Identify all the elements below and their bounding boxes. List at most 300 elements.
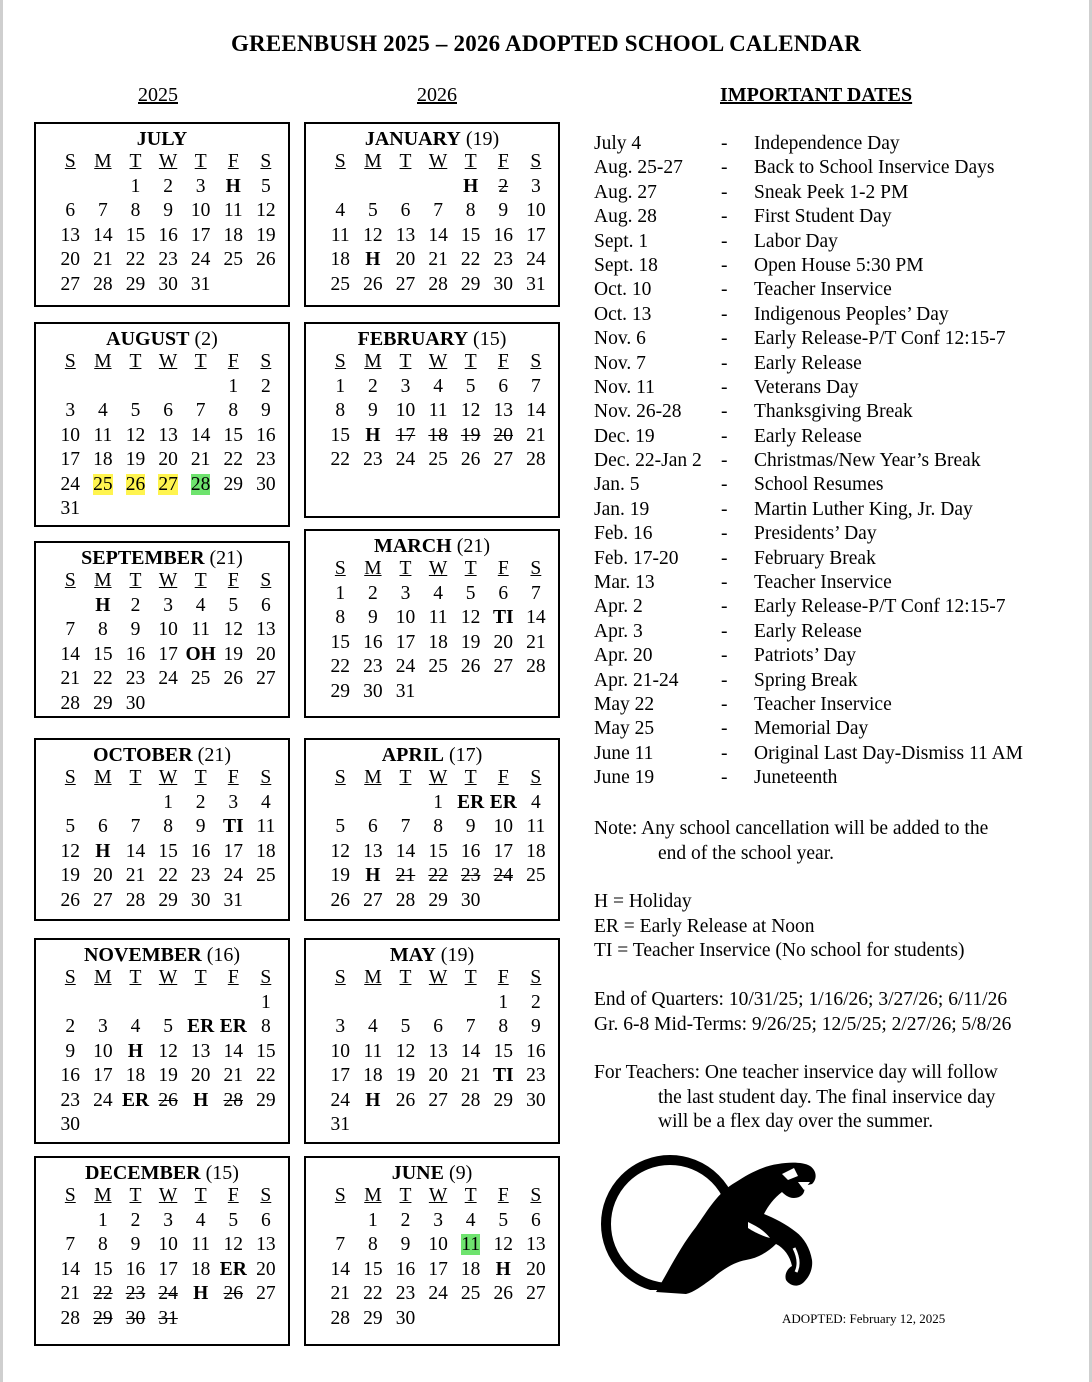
day-value: 20 [526, 1258, 546, 1280]
day-value: 17 [190, 224, 211, 246]
day-cell [357, 1233, 390, 1258]
date-separator: - [721, 693, 728, 715]
day-value: 5 [163, 1016, 173, 1037]
weekday-header: T [399, 967, 412, 988]
day-cell [487, 680, 520, 705]
day-value: 26 [125, 473, 146, 495]
day-value: 20 [256, 1258, 276, 1280]
day-value: 27 [493, 656, 514, 677]
day-cell [520, 631, 553, 656]
week-row [324, 1040, 558, 1065]
day-value: 7 [65, 619, 76, 640]
day-cell [217, 791, 250, 816]
date-separator: - [721, 206, 728, 228]
year-2025-heading: 2025 [138, 84, 178, 106]
day-value: 10 [158, 619, 178, 640]
day-value: 10 [190, 200, 211, 221]
month-name: DECEMBER [85, 1162, 201, 1184]
week-row [54, 643, 288, 668]
month-september [34, 541, 290, 718]
day-cell [184, 497, 217, 522]
weekday-header: M [94, 351, 112, 372]
month-school-day-count: (15) [473, 328, 507, 350]
day-value: H [127, 1040, 144, 1062]
week-row [324, 1307, 558, 1332]
weekday-header: T [399, 151, 412, 172]
month-name: MAY [389, 944, 436, 966]
day-value: 29 [93, 692, 113, 714]
day-cell [487, 840, 520, 865]
weekday-header: W [428, 1185, 448, 1206]
month-name: JULY [136, 128, 188, 150]
day-cell [119, 473, 152, 498]
day-cell [520, 1040, 553, 1065]
day-cell [152, 1258, 185, 1283]
day-value: 3 [335, 1016, 346, 1037]
day-value: 24 [526, 249, 546, 270]
day-value: 29 [493, 1089, 514, 1111]
day-cell [520, 582, 553, 607]
day-cell [389, 1113, 422, 1138]
cancellation-note [594, 817, 988, 866]
day-value: 15 [460, 224, 481, 246]
day-cell [152, 224, 185, 249]
day-value: 5 [498, 1209, 509, 1231]
day-cell [54, 1307, 87, 1332]
day-cell [250, 248, 283, 273]
day-cell [487, 248, 520, 273]
day-value: 4 [195, 1209, 206, 1231]
day-cell [152, 692, 185, 717]
important-event: Early Release [754, 425, 862, 447]
weekday-header: T [464, 558, 477, 579]
day-value: 17 [158, 1258, 178, 1280]
day-value: H [365, 249, 381, 270]
day-cell [389, 248, 422, 273]
day-value: 12 [460, 400, 481, 421]
day-cell [520, 199, 553, 224]
day-value: 29 [256, 1089, 276, 1111]
week-row [54, 1040, 288, 1065]
day-value: 18 [223, 224, 244, 246]
day-cell [152, 791, 185, 816]
day-cell [119, 594, 152, 619]
day-cell [184, 1233, 217, 1258]
day-cell [357, 680, 390, 705]
day-value: 14 [60, 1258, 81, 1280]
day-cell [389, 1015, 422, 1040]
week-row [54, 864, 288, 889]
week-row [324, 248, 558, 273]
day-cell [324, 791, 357, 816]
day-cell [184, 791, 217, 816]
day-cell [389, 889, 422, 914]
day-value: 9 [130, 619, 141, 640]
day-cell [119, 1015, 152, 1040]
day-value: 23 [395, 1283, 416, 1304]
day-value: H [95, 594, 111, 616]
day-value: 12 [363, 224, 383, 246]
day-value: 8 [260, 1016, 271, 1037]
day-value: 16 [395, 1258, 416, 1280]
day-cell [119, 424, 152, 449]
day-value: 17 [395, 631, 416, 653]
weekday-header: M [94, 570, 112, 591]
day-value: 14 [395, 840, 416, 862]
day-cell [152, 864, 185, 889]
month-school-day-count: (21) [209, 547, 243, 569]
day-value: 10 [60, 424, 81, 446]
day-cell [87, 1040, 120, 1065]
weekday-header: S [530, 1185, 542, 1206]
month-title [36, 1162, 288, 1184]
day-value: 16 [460, 840, 481, 862]
weekday-header: W [158, 967, 178, 988]
weekday-header: S [64, 967, 76, 988]
day-cell [487, 1040, 520, 1065]
weekday-header: T [129, 570, 142, 591]
day-value: H [193, 1089, 209, 1111]
day-value: 16 [60, 1065, 81, 1086]
day-cell [217, 1258, 250, 1283]
day-cell [184, 1040, 217, 1065]
day-value: 24 [190, 249, 211, 270]
legend-holiday: H = Holiday [594, 891, 692, 912]
day-cell [250, 199, 283, 224]
day-value: 13 [363, 840, 383, 862]
important-date: Nov. 26-28 [594, 401, 682, 423]
day-value: 12 [125, 424, 146, 446]
day-value: 2 [260, 375, 271, 397]
important-date: Aug. 27 [594, 181, 657, 203]
day-value: 30 [460, 889, 481, 911]
day-cell [389, 1064, 422, 1089]
important-event: Teacher Inservice [754, 693, 892, 715]
day-cell [324, 1064, 357, 1089]
month-title [306, 1162, 558, 1184]
week-row [54, 424, 288, 449]
day-value: 5 [335, 816, 346, 837]
day-cell [152, 399, 185, 424]
day-cell [454, 582, 487, 607]
day-cell [520, 448, 553, 473]
day-cell [87, 889, 120, 914]
day-value: 16 [158, 224, 178, 246]
day-cell [119, 1307, 152, 1332]
day-cell [250, 448, 283, 473]
day-cell [520, 1064, 553, 1089]
week-row [54, 473, 288, 498]
week-row [324, 582, 558, 607]
important-event: Patriots’ Day [754, 645, 856, 667]
day-value: 19 [60, 865, 81, 886]
day-cell [389, 375, 422, 400]
day-value: 24 [158, 1283, 178, 1304]
day-value: 19 [460, 424, 481, 446]
day-value: 11 [191, 1234, 211, 1255]
day-cell [357, 631, 390, 656]
date-separator: - [721, 157, 728, 179]
day-value: 24 [428, 1283, 448, 1304]
weekday-header: W [158, 1185, 178, 1206]
week-row [54, 815, 288, 840]
day-cell [454, 889, 487, 914]
day-cell [119, 791, 152, 816]
day-value: 3 [163, 1209, 173, 1231]
day-cell [217, 1282, 250, 1307]
weekday-header: S [530, 351, 542, 372]
day-cell [217, 399, 250, 424]
day-cell [389, 582, 422, 607]
weekday-header: M [364, 767, 382, 788]
day-value: 26 [460, 449, 481, 470]
day-cell [487, 1064, 520, 1089]
day-cell [152, 667, 185, 692]
day-cell [422, 606, 455, 631]
day-cell [152, 1015, 185, 1040]
day-value: 22 [158, 865, 178, 886]
day-cell [87, 497, 120, 522]
day-value: 8 [98, 1234, 108, 1255]
day-cell [422, 840, 455, 865]
month-april [304, 738, 560, 921]
day-cell [357, 1089, 390, 1114]
month-school-day-count: (19) [440, 944, 475, 966]
year-2026-heading: 2026 [417, 84, 457, 106]
important-date: Mar. 13 [594, 572, 655, 594]
week-row [54, 273, 288, 298]
important-date: Apr. 20 [594, 645, 653, 667]
weekday-header-row [54, 569, 288, 594]
day-cell [454, 1015, 487, 1040]
day-cell [152, 1040, 185, 1065]
day-value: 23 [60, 1089, 81, 1111]
day-value: 8 [163, 816, 173, 837]
day-value: 5 [465, 582, 476, 604]
day-value: 19 [158, 1065, 178, 1086]
day-value: 14 [125, 840, 146, 862]
day-cell [357, 791, 390, 816]
day-value: 5 [228, 594, 239, 616]
day-value: 22 [256, 1065, 276, 1086]
day-value: 25 [190, 668, 211, 689]
day-cell [119, 1040, 152, 1065]
day-value: 23 [256, 449, 276, 470]
week-row [324, 175, 558, 200]
day-value: 12 [256, 200, 276, 221]
day-value: 8 [498, 1016, 509, 1037]
day-value: 25 [460, 1283, 481, 1304]
date-separator: - [721, 328, 728, 350]
day-value: 21 [526, 424, 546, 446]
weekday-header: S [64, 767, 76, 788]
day-cell [324, 1307, 357, 1332]
day-cell [487, 582, 520, 607]
day-value: 7 [433, 200, 443, 221]
day-value: 19 [256, 224, 276, 246]
weekday-header: T [399, 767, 412, 788]
day-value: 7 [98, 200, 108, 221]
day-cell [389, 399, 422, 424]
weekday-header: W [428, 351, 448, 372]
day-cell [454, 375, 487, 400]
day-cell [152, 1209, 185, 1234]
day-cell [520, 1307, 553, 1332]
day-cell [357, 606, 390, 631]
day-value: 23 [158, 249, 178, 270]
day-value: 11 [526, 816, 546, 837]
day-value: 21 [60, 1283, 81, 1304]
day-cell [520, 273, 553, 298]
day-value: ER [219, 1258, 247, 1280]
day-value: 21 [330, 1283, 351, 1304]
day-value: 17 [526, 224, 546, 246]
weekday-header: M [364, 1185, 382, 1206]
day-cell [324, 815, 357, 840]
day-cell [357, 1282, 390, 1307]
day-cell [217, 497, 250, 522]
weekday-header: F [227, 1185, 239, 1206]
day-cell [454, 1233, 487, 1258]
week-row [54, 594, 288, 619]
day-value: 30 [190, 889, 211, 911]
day-cell [152, 991, 185, 1016]
day-cell [324, 864, 357, 889]
day-cell [357, 1209, 390, 1234]
terms-info [594, 988, 1011, 1037]
important-event: Presidents’ Day [754, 523, 877, 545]
weekday-header: T [194, 767, 207, 788]
day-value: 24 [158, 668, 178, 689]
day-value: 13 [256, 1234, 276, 1255]
weekday-header: S [260, 767, 272, 788]
day-cell [250, 1113, 283, 1138]
important-date: June 19 [594, 767, 655, 789]
day-cell [152, 1113, 185, 1138]
day-value: 9 [195, 816, 206, 837]
important-event: Early Release-P/T Conf 12:15-7 [754, 596, 1006, 618]
week-row [54, 1209, 288, 1234]
day-cell [250, 175, 283, 200]
day-value: 28 [60, 692, 81, 714]
day-value: 2 [368, 375, 378, 397]
weekday-header: S [530, 151, 542, 172]
day-cell [422, 448, 455, 473]
day-cell [422, 680, 455, 705]
day-cell [357, 1258, 390, 1283]
day-value: ER [219, 1016, 247, 1037]
day-value: 19 [460, 631, 481, 653]
day-cell [520, 791, 553, 816]
day-value: 27 [158, 473, 178, 495]
end-of-quarters: End of Quarters: 10/31/25; 1/16/26; 3/27/26; 6/11/26 [594, 989, 1008, 1010]
day-cell [324, 273, 357, 298]
date-separator: - [721, 376, 728, 398]
day-value: 28 [526, 449, 546, 470]
date-separator: - [721, 767, 728, 789]
important-date: July 4 [594, 133, 642, 154]
day-value: H [193, 1283, 209, 1304]
important-dates-heading: IMPORTANT DATES [720, 84, 913, 106]
weekday-header: T [464, 351, 477, 372]
important-date: Sept. 1 [594, 230, 649, 252]
day-cell [487, 815, 520, 840]
weekday-header: M [94, 1185, 112, 1206]
month-name: NOVEMBER [83, 944, 202, 966]
weekday-header: M [94, 967, 112, 988]
important-event: First Student Day [754, 206, 892, 228]
day-value: 15 [256, 1040, 276, 1062]
day-value: 8 [465, 200, 476, 221]
day-value: 16 [526, 1040, 546, 1062]
day-cell [152, 424, 185, 449]
week-row [324, 199, 558, 224]
day-value: 14 [223, 1040, 244, 1062]
day-value: H [95, 840, 111, 862]
day-value: 15 [330, 424, 351, 446]
day-cell [250, 889, 283, 914]
day-cell [324, 1015, 357, 1040]
week-row [54, 1089, 288, 1114]
date-separator: - [721, 669, 728, 691]
day-value: 11 [93, 424, 113, 446]
day-value: 2 [195, 791, 206, 813]
day-cell [454, 631, 487, 656]
day-cell [357, 199, 390, 224]
day-cell [152, 248, 185, 273]
day-cell [87, 1015, 120, 1040]
day-value: 3 [400, 375, 411, 397]
day-cell [454, 273, 487, 298]
day-cell [520, 840, 553, 865]
day-cell [54, 424, 87, 449]
day-cell [389, 606, 422, 631]
day-cell [250, 399, 283, 424]
weekday-header: T [464, 967, 477, 988]
day-cell [487, 273, 520, 298]
week-row [54, 1015, 288, 1040]
day-value: 7 [530, 375, 541, 397]
legend [594, 890, 964, 964]
day-cell [357, 1040, 390, 1065]
day-value: 27 [256, 668, 276, 689]
day-cell [54, 667, 87, 692]
day-cell [87, 667, 120, 692]
legend-teacher-inservice: TI = Teacher Inservice (No school for students) [594, 940, 965, 961]
day-value: 29 [460, 273, 481, 295]
weekday-header-row [324, 1184, 558, 1209]
day-cell [152, 448, 185, 473]
important-date: Apr. 3 [594, 620, 643, 642]
important-date: Apr. 21-24 [594, 669, 679, 691]
day-cell [389, 991, 422, 1016]
day-cell [250, 1015, 283, 1040]
day-cell [54, 991, 87, 1016]
day-value: 6 [260, 1209, 271, 1231]
day-cell [217, 248, 250, 273]
day-cell [184, 667, 217, 692]
day-cell [520, 1282, 553, 1307]
day-cell [152, 1064, 185, 1089]
day-cell [487, 375, 520, 400]
day-value: 1 [260, 991, 271, 1013]
day-value: 1 [368, 1209, 378, 1231]
day-cell [184, 248, 217, 273]
weekday-header-row [324, 766, 558, 791]
weekday-header: M [94, 767, 112, 788]
day-cell [422, 1258, 455, 1283]
month-name: MARCH [373, 535, 452, 557]
